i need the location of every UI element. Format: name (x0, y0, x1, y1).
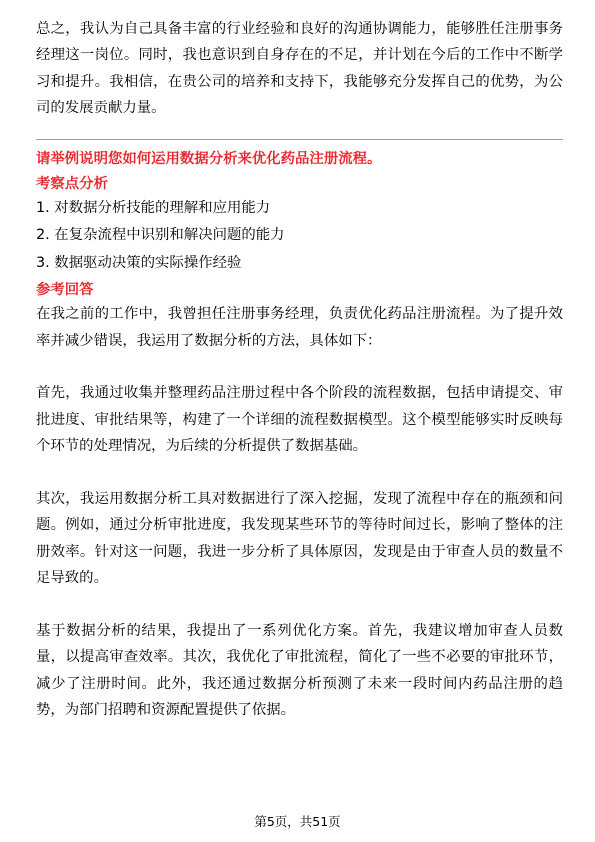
answer-paragraph: 基于数据分析的结果，我提出了一系列优化方案。首先，我建议增加审查人员数量，以提高审查效率。其次，我优化了审批流程，简化了一些不必要的审批环节，减少了注册时间。此外，我还通过数据分析预测了未来一段时间内药品注册的趋势，为部门招聘和资源配置提供了依据。 (36, 622, 563, 719)
answer-heading: 参考回答 (36, 282, 94, 299)
analysis-point: 1. 对数据分析技能的理解和应用能力 (36, 199, 271, 216)
analysis-heading: 考察点分析 (36, 175, 108, 192)
paragraph-gap (36, 592, 563, 618)
page-footer: 第5页，共51页 (254, 814, 341, 829)
analysis-point: 2. 在复杂流程中识别和解决问题的能力 (36, 227, 285, 244)
answer-paragraph: 其次，我运用数据分析工具对数据进行了深入挖掘，发现了流程中存在的瓶颈和问题。例如，通过分析审批进度，我发现某些环节的等待时间过长，影响了整体的注册效率。针对这一问题，我进一步分析了具体原因，发现是由于审查人员的数量不足导致的。 (36, 490, 563, 587)
question-title: 请举例说明您如何运用数据分析来优化药品注册流程。 (36, 150, 382, 167)
section-divider (36, 139, 563, 140)
answer-paragraph: 在我之前的工作中，我曾担任注册事务经理，负责优化药品注册流程。为了提升效率并减少错误，我运用了数据分析的方法，具体如下： (36, 306, 563, 349)
document-body (36, 16, 563, 724)
analysis-point: 3. 数据驱动决策的实际操作经验 (36, 254, 242, 271)
answer-paragraph: 首先，我通过收集并整理药品注册过程中各个阶段的流程数据，包括申请提交、审批进度、审批结果等，构建了一个详细的流程数据模型。这个模型能够实时反映每个环节的处理情况，为后续的分析提供了数据基础。 (36, 385, 563, 455)
analysis-list (36, 195, 563, 278)
paragraph-gap (36, 354, 563, 380)
paragraph-gap (36, 460, 563, 486)
intro-paragraph: 总之，我认为自己具备丰富的行业经验和良好的沟通协调能力，能够胜任注册事务经理这一岗位。同时，我也意识到自身存在的不足，并计划在今后的工作中不断学习和提升。我相信，在贵公司的培养和支持下，我能够充分发挥自己的优势，为公司的发展贡献力量。 (36, 21, 563, 117)
